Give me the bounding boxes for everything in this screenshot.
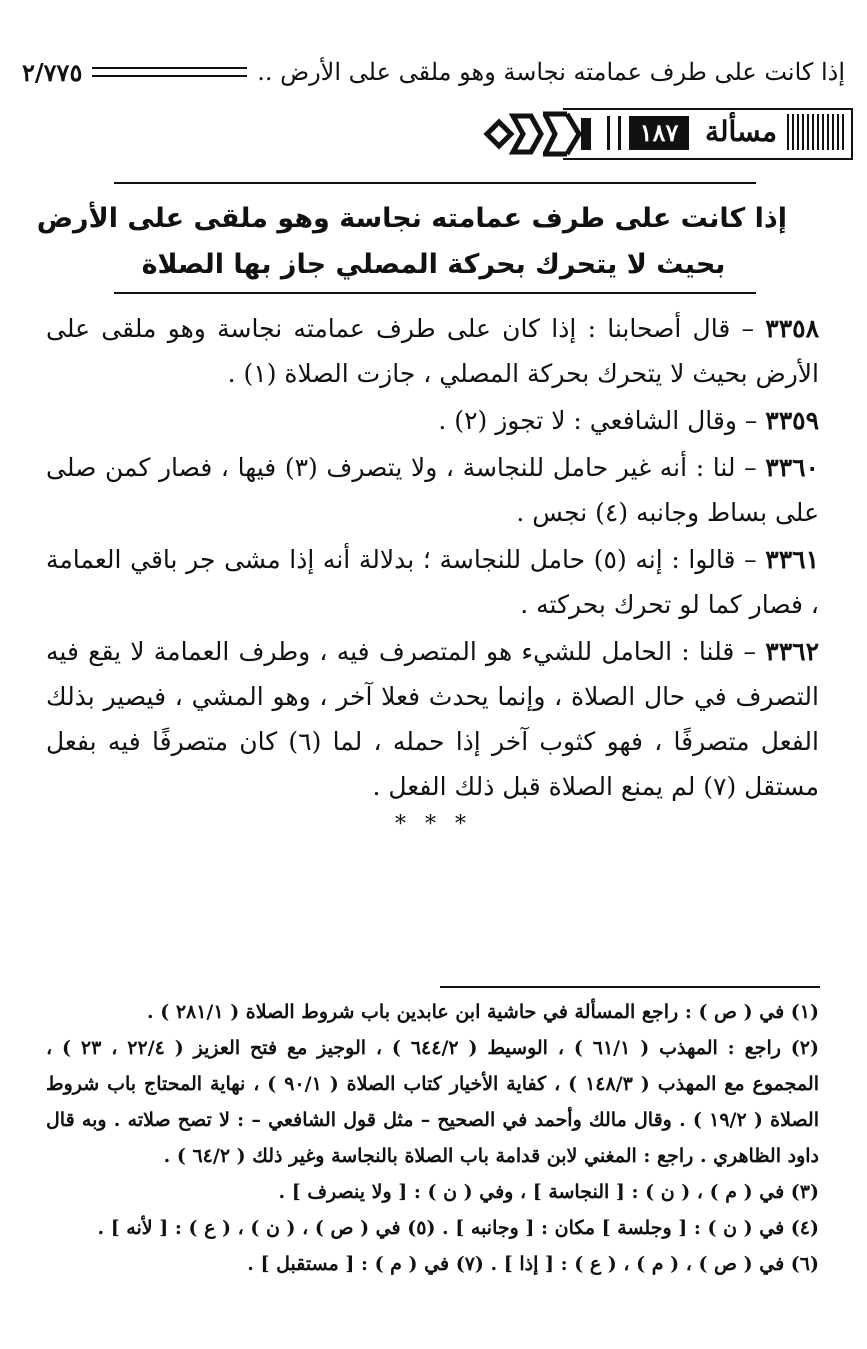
title-line-2: بحيث لا يتحرك بحركة المصلي جاز بها الصلاة xyxy=(141,249,726,280)
footnote: (٢) راجع : المهذب ( ٦١/١ ) ، الوسيط ( ٦٤٤/٢ ) ، الوجيز مع فتح العزيز ( ٢٢/٤ ، ٢٣ ) ، المجموع مع المهذب ( ١٤٨/٣ ) ، كفاية الأخيار كتاب الصلاة ( ٩٠/١ ) ، نهاية المحتاج باب شروط الصلاة ( ١٩/٢ ) . وقال مالك وأحمد في الصحيح – مثل قول الشافعي – : لا تصح صلاته . وبه قال داود الظاهري . راجع : المغني لابن قدامة باب الصلاة بالنجاسة وغير ذلك ( ٦٤/٢ ) . xyxy=(46,1037,819,1167)
paragraph xyxy=(46,306,819,396)
running-header xyxy=(22,52,845,92)
footnote: (٤) في ( ن ) : [ وجلسة ] مكان : [ وجانبه ] . (٥) في ( ص ) ، ( ن ) ، ( ع ) : [ لأنه ] . xyxy=(97,1217,819,1239)
footnote: (١) في ( ص ) : راجع المسألة في حاشية ابن عابدين باب شروط الصلاة ( ٢٨١/١ ) . xyxy=(146,1001,819,1023)
paragraph-text: – وقال الشافعي : لا تجوز (٢) . xyxy=(438,406,766,435)
paragraph-number: ٣٣٥٩ xyxy=(765,406,819,435)
masala-label: مسألة xyxy=(704,115,777,148)
paragraph-text: – قالوا : إنه (٥) حامل للنجاسة ؛ بدلالة أنه إذا مشى جر باقي العمامة ، فصار كما لو تحرك بحركته . xyxy=(46,545,819,619)
paragraph xyxy=(46,398,819,443)
title-top-rule xyxy=(114,182,756,184)
hatch-pattern xyxy=(787,114,845,150)
paragraph-number: ٣٣٥٨ xyxy=(765,314,819,343)
header-double-rule xyxy=(92,67,247,77)
paragraph-number: ٣٣٦١ xyxy=(765,545,819,574)
paragraph-number: ٣٣٦٢ xyxy=(765,637,819,666)
title-bottom-rule xyxy=(114,292,756,294)
paragraph xyxy=(46,445,819,535)
band-cap xyxy=(607,116,621,150)
paragraph-number: ٣٣٦٠ xyxy=(765,453,819,482)
paragraph-text: – قلنا : الحامل للشيء هو المتصرف فيه ، وطرف العمامة لا يقع فيه التصرف في حال الصلاة ، وإنما يحدث فعلا آخر ، وهو المشي ، فيصير بذلك الفعل متصرفًا ، فهو كثوب آخر إذا حمله ، لما (٦) كان متصرفًا فيه بفعل مستقل (٧) لم يمنع الصلاة قبل ذلك الفعل . xyxy=(46,637,819,801)
title-line-1: إذا كانت على طرف عمامته نجاسة وهو ملقى على الأرض xyxy=(36,203,787,234)
footnote: (٦) في ( ص ) ، ( م ) ، ( ع ) : [ إذا ] . (٧) في ( م ) : [ مستقبل ] . xyxy=(247,1253,819,1275)
footnote-rule xyxy=(440,986,820,988)
footnotes xyxy=(46,994,819,1282)
masala-number: ١٨٧ xyxy=(629,116,689,150)
masala-header-band xyxy=(483,104,853,164)
footnote: (٣) في ( م ) ، ( ن ) : [ النجاسة ] ، وفي ( ن ) : [ ولا ينصرف ] . xyxy=(278,1181,819,1203)
paragraph-text: – لنا : أنه غير حامل للنجاسة ، ولا يتصرف (٣) فيها ، فصار كمن صلى على بساط وجانبه (٤) نجس . xyxy=(46,453,819,527)
section-separator: * * * xyxy=(395,812,472,837)
body-text xyxy=(46,306,819,811)
paragraph-text: – قال أصحابنا : إذا كان على طرف عمامته نجاسة وهو ملقى على الأرض بحيث لا يتحرك بحركة المصلي ، جازت الصلاة (١) . xyxy=(46,314,819,388)
running-title: إذا كانت على طرف عمامته نجاسة وهو ملقى على الأرض .. xyxy=(257,58,845,86)
page-reference: ٢/٧٧٥ xyxy=(22,57,83,87)
paragraph xyxy=(46,629,819,809)
paragraph xyxy=(46,537,819,627)
ornament-icon xyxy=(483,106,593,162)
question-title xyxy=(36,196,787,288)
